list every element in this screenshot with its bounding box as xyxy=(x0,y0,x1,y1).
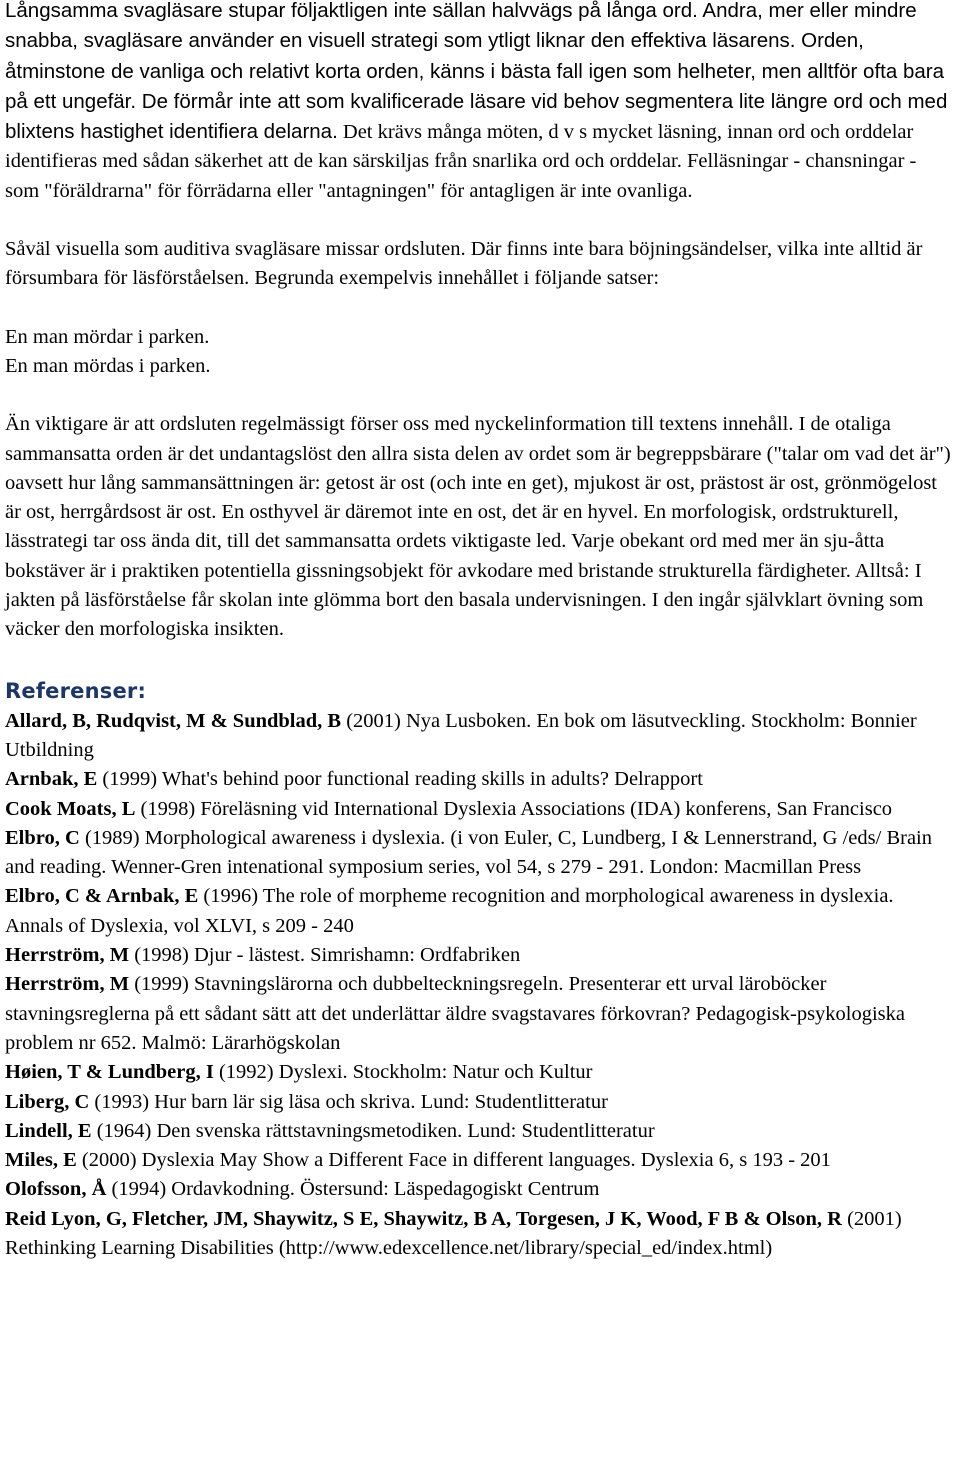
references-list xyxy=(5,707,954,1264)
reference-authors: Herrström, M xyxy=(5,973,130,996)
reference-authors: Olofsson, Å xyxy=(5,1178,107,1201)
reference-item xyxy=(5,1205,954,1264)
reference-item xyxy=(5,941,954,970)
reference-authors: Cook Moats, L xyxy=(5,797,136,820)
reference-text: (1996) The role of morpheme recognition and morphological awareness in dyslexia. Annals of Dyslexia, vol XLVI, s 209 - 240 xyxy=(5,885,894,937)
example-sentence-2: En man mördas i parken. xyxy=(5,354,211,377)
references-heading: Referenser: xyxy=(5,678,147,703)
reference-authors: Elbro, C & Arnbak, E xyxy=(5,885,199,908)
paragraph-1-sans-part: Långsamma svagläsare stupar följaktligen inte sällan halvvägs på långa ord. Andra, mer eller mindre snabba, svagläsare använder en visuell strategi som ytligt liknar den effektiva läsarens. Orden, åtminstone de vanliga och relativt korta orden, känns i bästa fall igen som helheter, men alltför ofta bara på ett ungefär. De förmår inte att som kvalificerade läsare vid behov segmentera lite längre ord och med blixtens hastighet identifiera delarna. xyxy=(5,0,948,144)
reference-text: (1989) Morphological awareness i dyslexia. (i von Euler, C, Lundberg, I & Lennerstrand, G /eds/ Brain and reading. Wenner-Gren intenational symposium series, vol 54, s 279 - 291. London: Macmillan Press xyxy=(5,826,933,879)
reference-authors: Høien, T & Lundberg, I xyxy=(5,1061,214,1084)
reference-item xyxy=(5,1175,954,1204)
paragraph-1-serif-part: Det krävs många möten, d v s mycket läsning, innan ord och orddelar identifieras med sådan säkerhet att de kan särskiljas från snarlika ord och orddelar. Felläsningar - chansningar - som "föräldrarna" för förrädarna eller "antagningen" för antagligen är inte ovanliga. xyxy=(5,121,917,202)
reference-authors: Elbro, C xyxy=(5,826,80,849)
reference-item xyxy=(5,1088,954,1117)
reference-item xyxy=(5,824,954,883)
reference-text: (1999) What's behind poor functional reading skills in adults? Delrapport xyxy=(97,768,703,791)
reference-item xyxy=(5,795,954,824)
reference-authors: Liberg, C xyxy=(5,1090,90,1113)
reference-item xyxy=(5,707,954,766)
paragraph-1 xyxy=(5,0,954,206)
reference-item xyxy=(5,882,954,941)
reference-text: (1998) Föreläsning vid International Dyslexia Associations (IDA) konferens, San Francisco xyxy=(135,797,893,820)
reference-text: (1999) Stavningslärorna och dubbelteckningsregeln. Presenterar ett urval läroböcker stavningsreglerna på ett sådant sätt att det underlättar äldre svagstavares förkovran? Pedagogisk-psykologiska problem nr 652. Malmö: Lärarhögskolan xyxy=(5,973,906,1054)
reference-authors: Lindell, E xyxy=(5,1119,92,1142)
reference-authors: Herrström, M xyxy=(5,944,130,967)
reference-text: (1994) Ordavkodning. Östersund: Läspedagogiskt Centrum xyxy=(106,1178,600,1201)
reference-authors: Reid Lyon, G, Fletcher, JM, Shaywitz, S E, Shaywitz, B A, Torgesen, J K, Wood, F B & Olson, R xyxy=(5,1207,842,1230)
spacer xyxy=(5,381,954,410)
reference-text: (2000) Dyslexia May Show a Different Face in different languages. Dyslexia 6, s 193 - 201 xyxy=(76,1149,831,1172)
reference-text: (2001) Nya Lusboken. En bok om läsutveckling. Stockholm: Bonnier Utbildning xyxy=(5,709,917,761)
reference-text: (1992) Dyslexi. Stockholm: Natur och Kultur xyxy=(213,1061,593,1084)
example-sentence-1: En man mördar i parken. xyxy=(5,325,210,348)
reference-item xyxy=(5,1117,954,1146)
reference-item xyxy=(5,765,954,794)
reference-item xyxy=(5,970,954,1058)
paragraph-3: Än viktigare är att ordsluten regelmässigt förser oss med nyckelinformation till textens innehåll. I de otaliga sammansatta orden är det undantagslöst den allra sista delen av ordet som är begreppsbärare ("talar om vad det är") oavsett hur lång sammansättningen är: getost är ost (och inte en get), mjukost är ost, prästost är ost, grönmögelost är ost, herrgårdsost är ost. En osthyvel är däremot inte en ost, det är en hyvel. En morfologisk, ordstrukturell, lässtrategi tar oss ända dit, till det sammansatta ordets viktigaste led. Varje obekant ord med mer än sju-åtta bokstäver är i praktiken potentiella gissningsobjekt för avkodare med bristande strukturella färdigheter. Alltså: I jakten på läsförståelse får skolan inte glömma bort den basala undervisningen. I den ingår självklart övning som väcker den morfologiska insikten. xyxy=(5,413,951,641)
reference-text: (1964) Den svenska rättstavningsmetodiken. Lund: Studentlitteratur xyxy=(91,1119,655,1142)
reference-authors: Miles, E xyxy=(5,1149,77,1172)
paragraph-2: Såväl visuella som auditiva svagläsare missar ordsluten. Där finns inte bara böjningsändelser, vilka inte alltid är försumbara för läsförståelsen. Begrunda exempelvis innehållet i följande satser: xyxy=(5,238,923,290)
reference-item xyxy=(5,1058,954,1087)
spacer xyxy=(5,206,954,235)
reference-text: (1993) Hur barn lär sig läsa och skriva. Lund: Studentlitteratur xyxy=(89,1090,608,1113)
reference-text: (2001) Rethinking Learning Disabilities (http://www.edexcellence.net/library/special_ed/index.html) xyxy=(5,1207,902,1259)
reference-text: (1998) Djur - lästest. Simrishamn: Ordfabriken xyxy=(129,944,521,967)
reference-item xyxy=(5,1146,954,1175)
reference-authors: Arnbak, E xyxy=(5,768,98,791)
spacer xyxy=(5,645,954,673)
reference-authors: Allard, B, Rudqvist, M & Sundblad, B xyxy=(5,709,342,732)
spacer xyxy=(5,294,954,323)
